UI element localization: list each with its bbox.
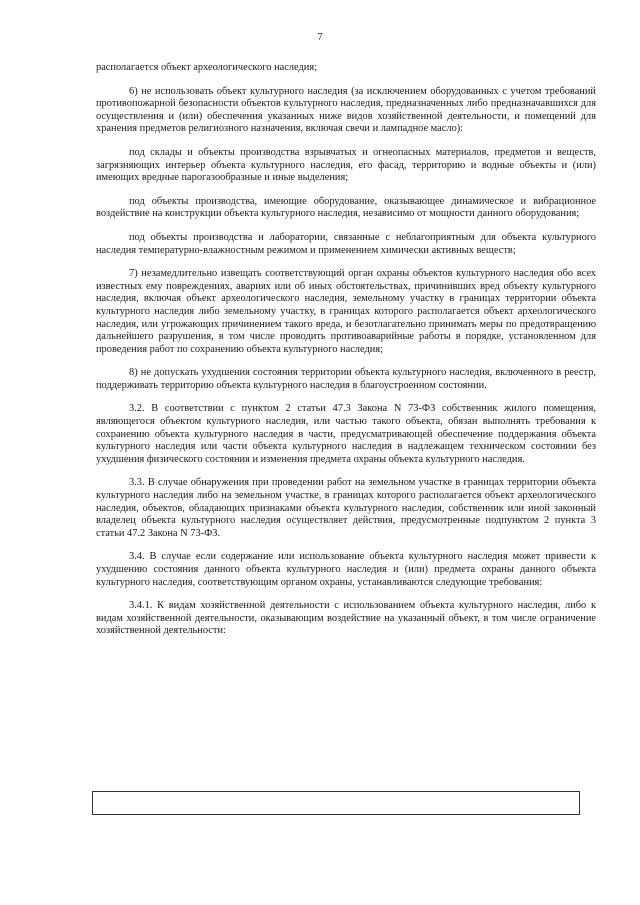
paragraph-continuation: располагается объект археологического наследия; [96,62,318,73]
paragraph-item-6: 6) не использовать объект культурного наследия (за исключением оборудованных с учетом требований противопожарной безопасности объектов культурного наследия, предназначенных либо предназначавшихся для осуществления и (или) обеспечения указанных ниже видов хозяйственной деятельности, и помещений для хранения предметов религиозного назначения, включая свечи и лампадное масло): [96,85,596,135]
paragraph-production-equipment: под объекты производства, имеющие оборудование, оказывающее динамическое и вибрационное воздействие на конструкции объекта культурного наследия, независимо от мощности данного оборудования; [96,195,596,220]
paragraph-item-8: 8) не допускать ухудшения состояния территории объекта культурного наследия, включенного в реестр, поддерживать территорию объекта культурного наследия в благоустроенном состоянии. [96,367,596,391]
paragraph-laboratories: под объекты производства и лаборатории, связанные с неблагоприятным для объекта культурного наследия температурно-влажностным режимом и применением химически активных веществ; [96,231,596,256]
paragraph-item-7: 7) незамедлительно извещать соответствующий орган охраны объектов культурного наследия обо всех известных ему повреждениях, авариях или об иных обстоятельствах, причинивших вред объекту культурного наследия, включая объект археологического наследия, земельному участку в границах территории объекта культурного наследия либо земельному участку, в границах которого располагается объект археологического наследия, или угрожающих причинением такого вреда, и безотлагательно принимать меры по предотвращению дальнейшего разрушения, в том числе проводить противоаварийные работы в порядке, установленном для проведения работ по сохранению объекта культурного наследия; [96,268,596,355]
activity-restriction-field[interactable] [92,791,580,815]
page-number: 7 [317,32,323,43]
paragraph-3-4-1: 3.4.1. К видам хозяйственной деятельности с использованием объекта культурного наследия, либо к видам хозяйственной деятельности, оказывающим воздействие на указанный объект, в том числе ограничение хозяйственной деятельности: [96,600,596,637]
document-body [96,62,596,638]
paragraph-warehouses: под склады и объекты производства взрывчатых и огнеопасных материалов, предметов и веществ, загрязняющих интерьер объекта культурного наследия, его фасад, территорию и водные объекты и (или) имеющих вредные парогазообразные и иные выделения; [96,146,596,184]
paragraph-3-2: 3.2. В соответствии с пунктом 2 статьи 47.3 Закона N 73-ФЗ собственник жилого помещения, являющегося объектом культурного наследия, или частью такого объекта, обязан выполнять требования к сохранению объекта культурного наследия в части, предусматривающей обеспечение поддержания объекта культурного наследия или части объекта культурного наследия в надлежащем техническом состоянии без ухудшения физического состояния и изменения предмета охраны объекта культурного наследия. [96,403,596,465]
paragraph-3-3: 3.3. В случае обнаружения при проведении работ на земельном участке в границах территории объекта культурного наследия либо на земельном участке, в границах которого располагается объект археологического наследия, объектов, обладающих признаками объекта культурного наследия, собственник или иной законный владелец объекта культурного наследия осуществляет действия, предусмотренные подпунктом 2 пункта 3 статьи 47.2 Закона N 73-ФЗ. [96,477,596,539]
paragraph-3-4: 3.4. В случае если содержание или использование объекта культурного наследия может привести к ухудшению состояния данного объекта культурного наследия и (или) предмета охраны данного объекта культурного наследия, соответствующим органом охраны, устанавливаются следующие требования: [96,551,596,588]
